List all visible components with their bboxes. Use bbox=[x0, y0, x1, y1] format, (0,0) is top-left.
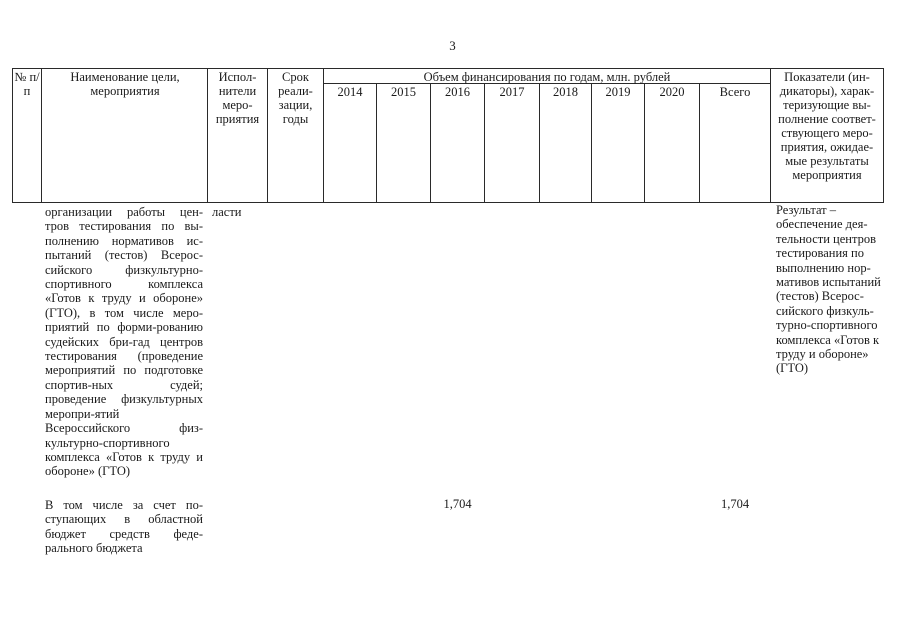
header-bottom-border bbox=[12, 202, 883, 203]
year-2015: 2015 bbox=[391, 85, 416, 99]
row-1-name: организации работы цен-тров тестирования по вы-полнению нормативов ис-пытаний (тестов) Всерос-сийского физкультурно-спортивного комплекса «Готов к труду и обороне» (ГТО), в том числе меро-приятий по форми-рованию судейских бри-гад центров тестирования (проведение мероприятий по подготовке спортив-ных судей; проведение физкультурных меропри-ятий Всероссийского физ-культурно-спортивного комплекса «Готов к труду и обороне» (ГТО) bbox=[45, 205, 203, 479]
page-number: 3 bbox=[449, 38, 456, 53]
year-total: Всего bbox=[719, 85, 751, 99]
header-indicators: Показатели (ин-дикаторы), харак-теризующие вы-полнение соответ-ствующего меро-приятия, ожидае-мые результаты мероприятия bbox=[778, 70, 876, 182]
row-1-result: Результат – обеспечение дея-тельности центров тестирования по выполнению нор-мативов испытаний (тестов) Всерос-сийского физкуль-турно-спортивного комплекса «Готов к труду и обороне» (ГТО) bbox=[776, 203, 881, 376]
divider-2015-2016 bbox=[430, 83, 431, 203]
header-executors: Испол-нители меро-приятия bbox=[215, 70, 260, 126]
table-top-border bbox=[12, 68, 883, 69]
header-funding: Объем финансирования по годам, млн. рублей bbox=[423, 70, 671, 84]
year-2019: 2019 bbox=[605, 85, 631, 99]
year-2018: 2018 bbox=[553, 85, 578, 99]
header-num: № п/п bbox=[14, 70, 40, 98]
header-period: Срок реали-зации, годы bbox=[278, 70, 313, 126]
divider-exec-period bbox=[267, 68, 268, 203]
year-2017: 2017 bbox=[499, 85, 525, 99]
divider-funding-indicators bbox=[770, 68, 771, 203]
divider-name-exec bbox=[207, 68, 208, 203]
divider-2017-2018 bbox=[539, 83, 540, 203]
year-2016: 2016 bbox=[445, 85, 470, 99]
row-1-executor: ласти bbox=[212, 205, 242, 219]
divider-2016-2017 bbox=[484, 83, 485, 203]
divider-num-name bbox=[41, 68, 42, 203]
year-2014: 2014 bbox=[337, 85, 363, 99]
year-2020: 2020 bbox=[659, 85, 685, 99]
row-2-value-total: 1,704 bbox=[720, 497, 750, 511]
divider-2014-2015 bbox=[376, 83, 377, 203]
header-name: Наименование цели, мероприятия bbox=[70, 70, 180, 98]
border-right bbox=[883, 68, 884, 203]
divider-2018-2019 bbox=[591, 83, 592, 203]
divider-2020-total bbox=[699, 83, 700, 203]
divider-2019-2020 bbox=[644, 83, 645, 203]
row-2-value-2016: 1,704 bbox=[443, 497, 472, 511]
row-2-name: В том числе за счет по-ступающих в областной бюджет средств феде-рального бюджета bbox=[45, 498, 203, 556]
